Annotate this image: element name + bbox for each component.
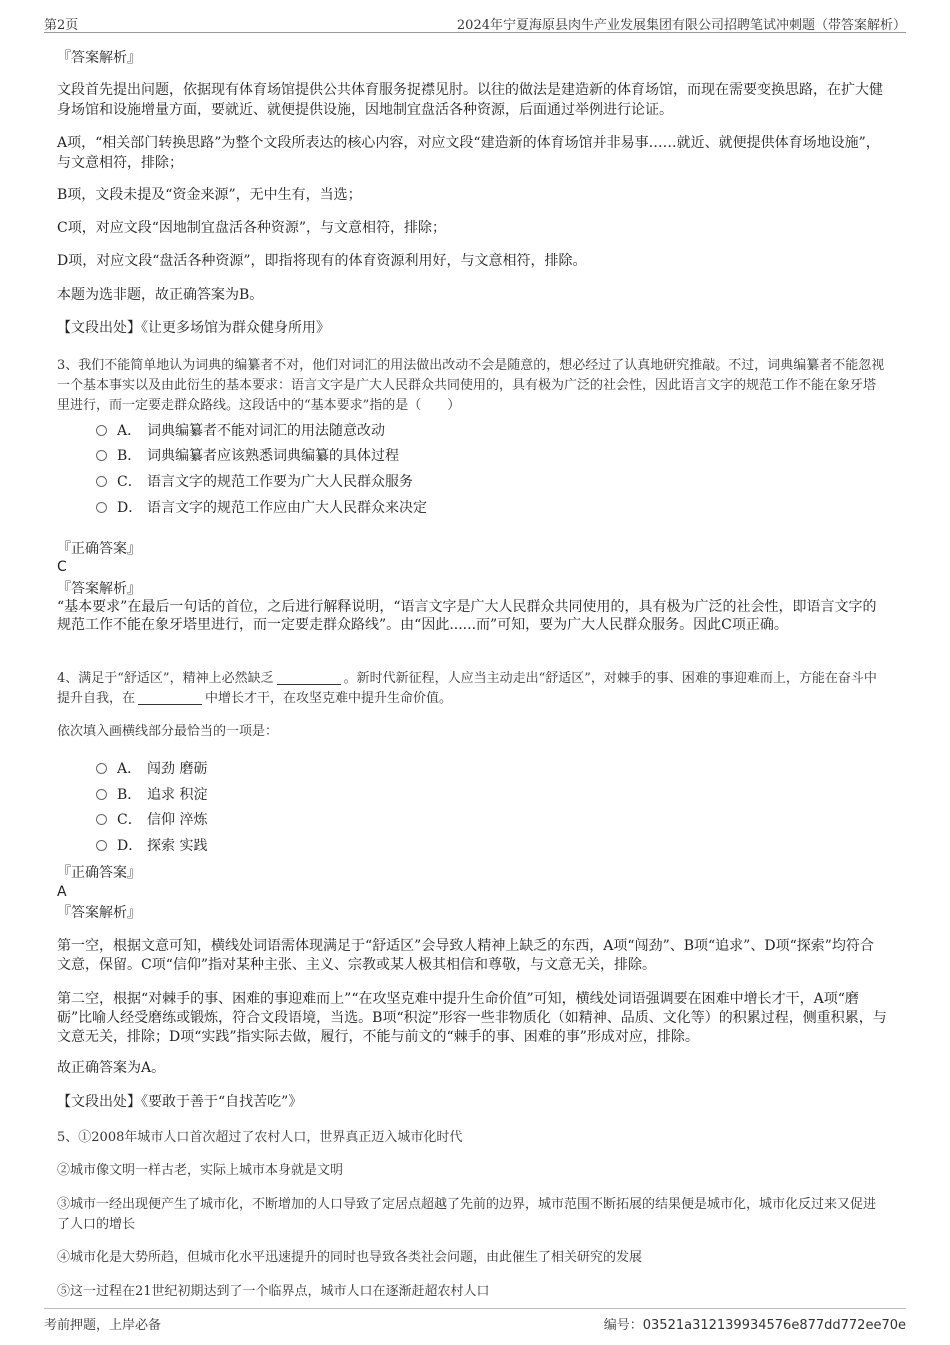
q4-option-b[interactable]: B． 追求 积淀 (96, 785, 207, 805)
q2-source: 【文段出处】《让更多场馆为群众健身所用》 (57, 320, 330, 336)
radio-icon[interactable] (96, 814, 107, 825)
q4-answer: A (57, 884, 67, 900)
q4-analysis-label: 『答案解析』 (57, 905, 141, 921)
radio-icon[interactable] (96, 789, 107, 800)
q2-analysis-label: 『答案解析』 (57, 50, 141, 66)
q2-analysis-p1: 文段首先提出问题，依据现有体育场馆提供公共体育服务捉襟见肘。以往的做法是建造新的体育场馆，而现在需要变换思路，在扩大健身场馆和设施增量方面，要就近、就便提供设施，因地制宜盘活各种资源，后面通过举例进行论证。 (57, 82, 883, 118)
q4-option-c[interactable]: C． 信仰 淬炼 (96, 810, 207, 830)
q3-answer-label: 『正确答案』 (57, 541, 141, 557)
q5-sentence-4: ④城市化是大势所趋，但城市化水平迅速提升的同时也导致各类社会问题，由此催生了相关研究的发展 (57, 1250, 643, 1265)
radio-icon[interactable] (96, 840, 107, 851)
q3-option-a[interactable]: A． 词典编纂者不能对词汇的用法随意改动 (96, 421, 385, 441)
q2-analysis-d: D项，对应文段“盘活各种资源”，即指将现有的体育资源利用好，与文意相符，排除。 (57, 253, 587, 269)
q3-stem: 3、我们不能简单地认为词典的编纂者不对，他们对词汇的用法做出改动不会是随意的，想必经过了认真地研究推敲。不过，词典编纂者不能忽视一个基本事实以及由此衍生的基本要求：语言文字是广大人民群众共同使用的，具有极为广泛的社会性，因此语言文字的规范工作不能在象牙塔里进行，而一定要走群众路线。这段话中的“基本要求”指的是（ ） (57, 358, 885, 413)
page-footer (44, 1308, 906, 1339)
page-number: 第2页 (44, 18, 79, 33)
q3-option-c[interactable]: C． 语言文字的规范工作要为广大人民群众服务 (96, 472, 413, 492)
q3-analysis-label: 『答案解析』 (57, 581, 141, 597)
q4-option-d[interactable]: D． 探索 实践 (96, 836, 207, 856)
q4-conclusion: 故正确答案为A。 (57, 1060, 166, 1076)
q3-option-b[interactable]: B． 词典编纂者应该熟悉词典编纂的具体过程 (96, 446, 399, 466)
q2-analysis-b: B项，文段未提及“资金来源”，无中生有，当选； (57, 187, 362, 203)
q5-sentence-2: ②城市像文明一样古老，实际上城市本身就是文明 (57, 1163, 344, 1178)
q4-answer-label: 『正确答案』 (57, 865, 141, 881)
radio-icon[interactable] (96, 763, 107, 774)
q4-analysis-p1: 第一空，根据文意可知，横线处词语需体现满足于“舒适区”会导致人精神上缺乏的东西，A项“闯劲”、B项“追求”、D项“探索”均符合文意，保留。C项“信仰”指对某种主张、主义、宗教或某人极其相信和尊敬，与文意无关，排除。 (57, 938, 874, 973)
q4-stem: 4、满足于“舒适区”，精神上必然缺乏 。新时代新征程，人应当主动走出“舒适区”，对棘手的事、困难的事迎难而上，方能在奋斗中提升自我，在 中增长才干，在攻坚克难中提升生命价值。 (57, 671, 877, 706)
q2-analysis-a: A项，“相关部门转换思路”为整个文段所表达的核心内容，对应文段“建造新的体育场馆并非易事……就近、就便提供体育场地设施”，与文意相符，排除； (57, 135, 880, 171)
q2-analysis-c: C项，对应文段“因地制宜盘活各种资源”，与文意相符，排除； (57, 220, 447, 236)
document-code: 编号：03521a312139934576e877dd772ee70e (603, 1318, 906, 1333)
q5-sentence-5: ⑤这一过程在21世纪初期达到了一个临界点，城市人口在逐渐赶超农村人口 (57, 1284, 490, 1299)
q5-sentence-3: ③城市一经出现便产生了城市化，不断增加的人口导致了定居点超越了先前的边界，城市范围不断拓展的结果便是城市化，城市化反过来又促进了人口的增长 (57, 1197, 877, 1232)
q4-analysis-p2: 第二空，根据“对棘手的事、困难的事迎难而上”“在攻坚克难中提升生命价值”可知，横线处词语强调要在困难中增长才干，A项“磨砺”比喻人经受磨练或锻炼，符合文段语境，当选。B项“积淀”形容一些非物质化（如精神、品质、文化等）的积累过程，侧重积累，与文意无关，排除；D项“实践”指实际去做，履行，不能与前文的“棘手的事、困难的事”形成对应，排除。 (57, 991, 887, 1045)
page-header (44, 10, 906, 33)
blank-2 (138, 690, 202, 705)
radio-icon[interactable] (96, 502, 107, 513)
q3-analysis: “基本要求”在最后一句话的首位，之后进行解释说明，“语言文字是广大人民群众共同使用的，具有极为广泛的社会性，即语言文字的规范工作不能在象牙塔里进行，而一定要走群众路线”。由“因此......而”可知，要为广大人民群众服务。因此C项正确。 (57, 599, 877, 633)
q3-answer: C (57, 559, 67, 575)
q3-option-d[interactable]: D． 语言文字的规范工作应由广大人民群众来决定 (96, 498, 427, 518)
q2-conclusion: 本题为选非题，故正确答案为B。 (57, 287, 264, 303)
q4-option-a[interactable]: A． 闯劲 磨砺 (96, 759, 207, 779)
q5-sentence-1: 5、①2008年城市人口首次超过了农村人口，世界真正迈入城市化时代 (57, 1130, 463, 1145)
radio-icon[interactable] (96, 476, 107, 487)
document-title: 2024年宁夏海原县肉牛产业发展集团有限公司招聘笔试冲刺题（带答案解析） (456, 18, 906, 33)
footer-slogan: 考前押题，上岸必备 (44, 1318, 162, 1333)
q4-instruction: 依次填入画横线部分最恰当的一项是： (57, 724, 279, 739)
blank-1 (277, 670, 341, 685)
radio-icon[interactable] (96, 425, 107, 436)
radio-icon[interactable] (96, 450, 107, 461)
q4-source: 【文段出处】《要敢于善于“自找苦吃”》 (57, 1094, 303, 1110)
